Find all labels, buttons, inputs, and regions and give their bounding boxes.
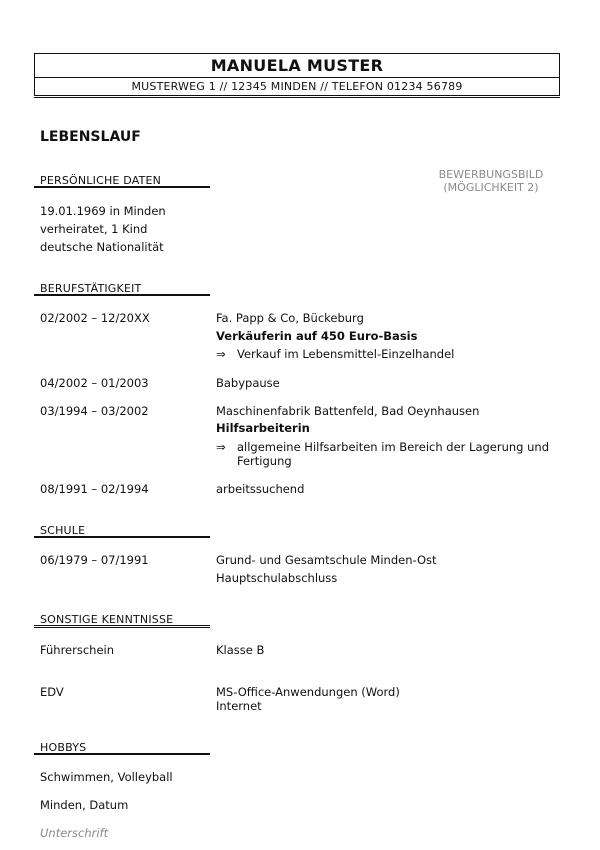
school-degree: Hauptschulabschluss <box>216 571 338 585</box>
career-company: arbeitssuchend <box>216 482 305 496</box>
family-status: verheiratet, 1 Kind <box>40 222 148 236</box>
section-heading-hobbies: HOBBYS <box>40 741 87 754</box>
section-rule-school <box>34 536 210 538</box>
career-period: 04/2002 – 01/2003 <box>40 376 149 390</box>
skill-value: MS-Office-Anwendungen (Word) <box>216 685 400 699</box>
applicant-address: MUSTERWEG 1 // 12345 MINDEN // TELEFON 01234 56789 <box>131 80 463 93</box>
skill-label: EDV <box>40 685 64 699</box>
career-task <box>216 440 556 468</box>
skill-value-extra: Internet <box>216 699 262 713</box>
arrow-right-icon: ⇒ <box>216 347 226 361</box>
skill-label: Führerschein <box>40 643 115 657</box>
career-period: 08/1991 – 02/1994 <box>40 482 149 496</box>
career-company: Babypause <box>216 376 280 390</box>
signature-placeholder: Unterschrift <box>40 826 109 840</box>
career-role: Verkäuferin auf 450 Euro-Basis <box>216 329 418 343</box>
arrow-right-icon: ⇒ <box>216 440 226 454</box>
school-period: 06/1979 – 07/1991 <box>40 553 149 567</box>
applicant-name: MANUELA MUSTER <box>35 54 559 78</box>
header-box <box>34 53 560 96</box>
career-task <box>216 347 556 361</box>
career-period: 02/2002 – 12/20XX <box>40 311 150 325</box>
header-divider <box>34 97 560 98</box>
photo-placeholder <box>420 168 562 194</box>
document-title: LEBENSLAUF <box>40 129 141 145</box>
career-task-text: allgemeine Hilfsarbeiten im Bereich der Lagerung und Fertigung <box>237 440 550 468</box>
skill-value: Klasse B <box>216 643 265 657</box>
hobbies-text: Schwimmen, Volleyball <box>40 770 173 784</box>
career-role: Hilfsarbeiterin <box>216 421 310 435</box>
career-task-text: Verkauf im Lebensmittel-Einzelhandel <box>237 347 455 361</box>
section-rule-skills <box>34 625 210 628</box>
photo-placeholder-line2: (MÖGLICHKEIT 2) <box>443 181 539 194</box>
section-heading-skills: SONSTIGE KENNTNISSE <box>40 613 174 626</box>
career-period: 03/1994 – 03/2002 <box>40 404 149 418</box>
photo-placeholder-line1: BEWERBUNGSBILD <box>438 168 544 181</box>
place-date: Minden, Datum <box>40 798 129 812</box>
section-heading-school: SCHULE <box>40 524 86 537</box>
section-heading-career: BERUFSTÄTIGKEIT <box>40 282 142 295</box>
section-rule-career <box>34 294 210 296</box>
section-rule-hobbies <box>34 753 210 755</box>
section-rule-personal <box>34 186 210 188</box>
nationality: deutsche Nationalität <box>40 240 164 254</box>
career-company: Maschinenfabrik Battenfeld, Bad Oeynhausen <box>216 404 480 418</box>
birth-info: 19.01.1969 in Minden <box>40 204 166 218</box>
section-heading-personal: PERSÖNLICHE DATEN <box>40 174 162 187</box>
school-name: Grund- und Gesamtschule Minden-Ost <box>216 553 437 567</box>
career-company: Fa. Papp & Co, Bückeburg <box>216 311 364 325</box>
